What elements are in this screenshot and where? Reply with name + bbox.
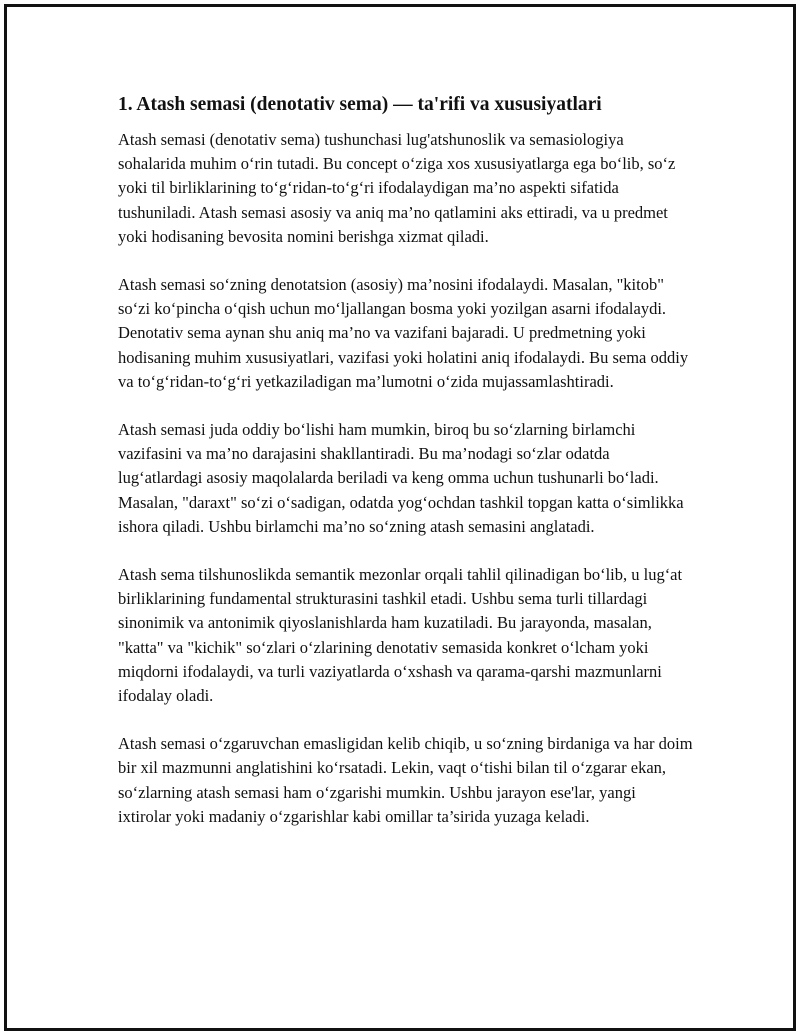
paragraph-3: Atash semasi juda oddiy bo‘lishi ham mumkin, biroq bu so‘zlarning birlamchi vazifasini va ma’no darajasini shakllantiradi. Bu ma’nodagi so‘zlar odatda lug‘atlardagi asosiy maqolalarda beriladi va keng omma uchun tushunarli bo‘ladi. Masalan, "daraxt" so‘zi o‘sadigan, odatda yog‘ochdan tashkil topgan katta o‘simlikka ishora qiladi. Ushbu birlamchi ma’no so‘zning atash semasini anglatadi. [118,420,684,536]
section-heading: 1. Atash semasi (denotativ sema) — ta'rifi va xususiyatlari [118,94,602,115]
document-body [118,92,693,853]
paragraph-2: Atash semasi so‘zning denotatsion (asosiy) ma’nosini ifodalaydi. Masalan, "kitob" so‘zi ko‘pincha o‘qish uchun mo‘ljallangan bosma yoki yozilgan asarni ifodalaydi. Denotativ sema aynan shu aniq ma’no va vazifani bajaradi. U predmetning yoki hodisaning muhim xususiyatlari, vazifasi yoki holatini aniq ifodalaydi. Bu sema oddiy va to‘g‘ridan-to‘g‘ri yetkaziladigan ma’lumotni o‘zida mujassamlashtiradi. [118,275,689,391]
paragraph-4: Atash sema tilshunoslikda semantik mezonlar orqali tahlil qilinadigan bo‘lib, u lug‘at birliklarining fundamental strukturasini tashkil etadi. Ushbu sema turli tillardagi sinonimik va antonimik qiyoslanishlarda ham kuzatiladi. Bu jarayonda, masalan, "katta" va "kichik" so‘zlari o‘zlarining denotativ semasida konkret o‘lcham yoki miqdorni ifodalaydi, va turli vaziyatlarda o‘xshash va qarama-qarshi mazmunlarni ifodalay oladi. [118,565,683,706]
paragraph-1: Atash semasi (denotativ sema) tushunchasi lug'atshunoslik va semasiologiya sohalarida muhim o‘rin tutadi. Bu concept o‘ziga xos xususiyatlarga ega bo‘lib, so‘z yoki til birliklarining to‘g‘ridan-to‘g‘ri ifodalaydigan ma’no aspekti sifatida tushuniladi. Atash semasi asosiy va aniq ma’no qatlamini aks ettiradi, va u predmet yoki hodisaning bevosita nomini berishga xizmat qiladi. [118,130,676,246]
paragraph-5: Atash semasi o‘zgaruvchan emasligidan kelib chiqib, u so‘zning birdaniga va har doim bir xil mazmunni anglatishini ko‘rsatadi. Lekin, vaqt o‘tishi bilan til o‘zgarar ekan, so‘zlarning atash semasi ham o‘zgarishi mumkin. Ushbu jarayon ese'lar, yangi ixtirolar yoki madaniy o‘zgarishlar kabi omillar ta’sirida yuzaga keladi. [118,734,693,826]
